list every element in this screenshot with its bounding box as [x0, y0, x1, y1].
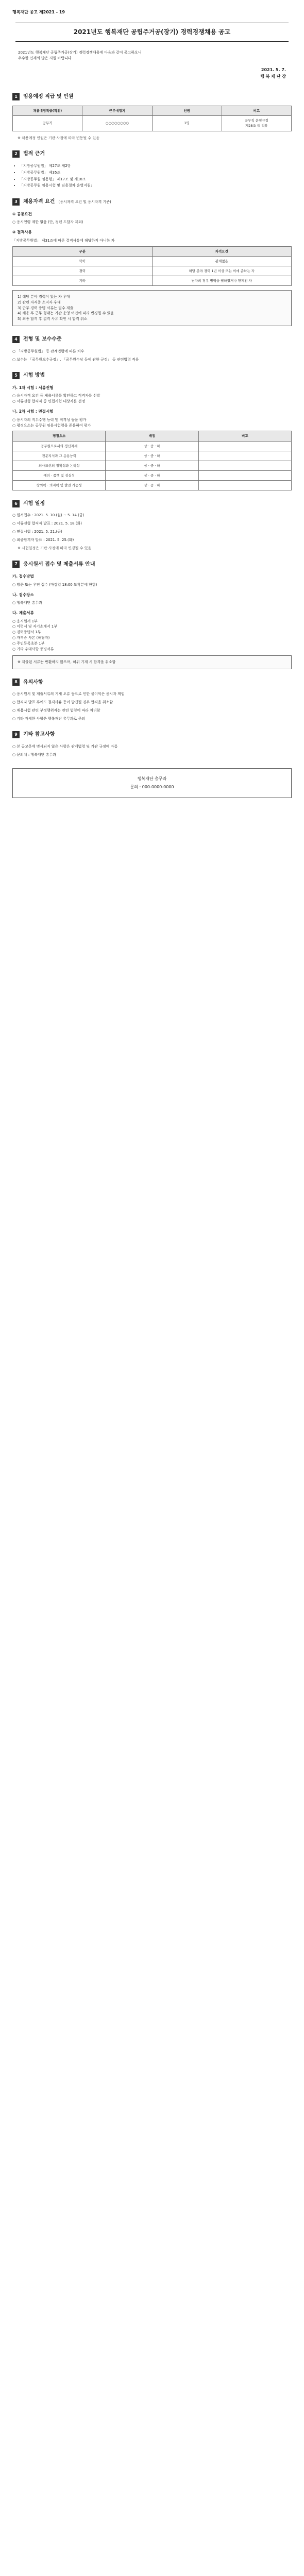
section-number: 1 [12, 93, 20, 100]
paragraph: ○ 합격자 발표 후에도 결격사유 등이 발견될 경우 합격을 취소함 [12, 700, 113, 704]
section-title: 임용예정 직급 및 인원 [23, 93, 74, 99]
footer-phone: 문의 : 000-0000-0000 [130, 785, 174, 789]
section-title: 채용자격 요건 [23, 199, 55, 205]
table-header: 근무예정지 [82, 106, 152, 116]
signature-text: 행 복 재 단 장 [260, 74, 286, 79]
paragraph: ○ 응시자의 직무수행 능력 및 적격성 등을 평가 ○ 평정요소는 공무원 임용시험령을 준용하여 평가 [12, 417, 91, 428]
table-row [13, 441, 292, 451]
legal-basis-list [12, 163, 292, 189]
paragraph: 「지방공무원법」 제31조에 따른 결격사유에 해당하지 아니한 자 [12, 238, 115, 243]
section-heading [12, 198, 292, 206]
table-cell [198, 480, 291, 490]
schedule-item: ○ 면접시험 : 2021. 5. 21.(금) [12, 530, 62, 534]
section-title: 응시원서 접수 및 제출서류 안내 [23, 561, 95, 567]
section-number: 2 [12, 150, 20, 158]
qualification-table [12, 246, 292, 286]
table-row [13, 266, 292, 276]
table-cell: 창의력 · 의지력 및 발전 가능성 [13, 480, 106, 490]
table-cell: 상 · 중 · 하 [106, 480, 198, 490]
date-signature-block [18, 66, 286, 80]
paragraph: ○ 기타 자세한 사항은 행복재단 총무과로 문의 [12, 716, 86, 721]
table-header: 채용예정직급(직위) [13, 106, 82, 116]
section-note: ※ 채용예정 인원은 기관 사정에 따라 변동될 수 있음 [18, 135, 99, 140]
section-number: 8 [12, 679, 20, 686]
table-row [13, 276, 292, 285]
section-3 [12, 198, 292, 326]
paragraph: ○ 「지방공무원법」 등 관계법령에 따른 처우 [12, 349, 85, 353]
table-cell: 공무원으로서의 정신자세 [13, 441, 106, 451]
footer-contact-box [12, 768, 292, 799]
section-title: 시험 일정 [23, 500, 45, 506]
subheading: ① 공통요건 [12, 211, 32, 216]
section-9 [12, 731, 292, 757]
paragraph: ○ 본 공고문에 명시되지 않은 사항은 관계법령 및 기관 규정에 따름 [12, 744, 118, 749]
table-cell: 상 · 중 · 하 [106, 451, 198, 461]
date-text: 2021. 5. 7. [261, 67, 286, 72]
table-cell: 남자의 경우 병역을 필하였거나 면제된 자 [152, 276, 292, 285]
table-cell [198, 470, 291, 480]
table-cell: 전문지식과 그 응용능력 [13, 451, 106, 461]
qualification-notes-box [12, 290, 292, 326]
table-cell: ○○○○○○○○ [82, 116, 152, 131]
section-heading [12, 561, 292, 569]
table-cell [198, 461, 291, 470]
table-cell: 1명 [152, 116, 222, 131]
interview-scoring-table [12, 431, 292, 490]
section-1 [12, 93, 292, 141]
table-row [13, 451, 292, 461]
section-number: 6 [12, 500, 20, 507]
table-header: 배점 [106, 431, 198, 441]
schedule-item: ○ 서류전형 합격자 발표 : 2021. 5. 18.(화) [12, 521, 82, 526]
section-heading [12, 371, 292, 380]
table-cell: 상 · 중 · 하 [106, 441, 198, 451]
table-header: 비고 [222, 106, 291, 116]
list-item: • 「지방공무원법」 제27조 제2항 [20, 163, 292, 169]
section-heading [12, 679, 292, 687]
subheading: 가. 1차 시험 : 서류전형 [12, 385, 54, 390]
table-cell: 의사표현의 정확성과 논리성 [13, 461, 106, 470]
section-number: 9 [12, 731, 20, 738]
table-header: 구분 [13, 246, 153, 256]
subheading: 나. 접수장소 [12, 592, 34, 597]
table-cell: 경력 [13, 266, 153, 276]
section-number: 7 [12, 561, 20, 568]
list-item: • 「지방공무원 임용령」 제17조 및 제18조 [20, 177, 292, 182]
table-header: 자격요건 [152, 246, 292, 256]
application-note-box: ※ 제출된 서류는 반환하지 않으며, 허위 기재 시 합격을 취소함 [12, 655, 292, 669]
table-row [13, 480, 292, 490]
table-row [13, 256, 292, 266]
section-heading [12, 150, 292, 158]
table-cell: 공무직 운영규정 제28조 등 적용 [222, 116, 291, 131]
section-heading [12, 731, 292, 739]
section-note: ※ 시험일정은 기관 사정에 따라 변경될 수 있음 [18, 546, 92, 550]
table-cell: 기타 [13, 276, 153, 285]
table-cell: 공무직 [13, 116, 82, 131]
subheading: 가. 접수방법 [12, 574, 34, 579]
section-title: 기타 참고사항 [23, 732, 55, 738]
paragraph: ○ 응시연령 제한 없음 (단, 정년 도달자 제외) [12, 220, 83, 225]
section-heading [12, 335, 292, 344]
section-title: 법적 근거 [23, 151, 45, 157]
section-number: 5 [12, 372, 20, 379]
section-5 [12, 371, 292, 490]
section-heading [12, 500, 292, 508]
paragraph: ○ 행복재단 총무과 [12, 601, 42, 605]
section-subtitle: (응시자격 요건 및 응시자격 기준) [58, 199, 111, 204]
section-number: 3 [12, 198, 20, 206]
table-row [13, 461, 292, 470]
subheading: 다. 제출서류 [12, 611, 34, 616]
document-title: 2021년도 행복재단 공립주거공(장기) 경력경쟁채용 공고 [15, 23, 289, 42]
section-title: 유의사항 [23, 679, 43, 685]
list-item: • 「지방공무원 임용시험 및 임용절차 운영지침」 [20, 183, 292, 189]
qualification-note: 5) 최종 합격 후 결격 사유 확인 시 합격 취소 [18, 317, 88, 321]
paragraph: ○ 문의처 : 행복재단 총무과 [12, 752, 56, 757]
notice-number: 행복재단 공고 제2021 - 19 [12, 10, 65, 14]
paragraph: ○ 응시원서 및 제출서류의 기재 오류 등으로 인한 불이익은 응시자 책임 [12, 692, 125, 697]
table-row [13, 116, 292, 131]
section-heading [12, 93, 292, 101]
subheading: ② 결격사유 [12, 230, 32, 235]
position-table [12, 106, 292, 131]
section-7 [12, 561, 292, 669]
paragraph: ○ 채용시험 관련 부정행위자는 관련 법령에 따라 처리함 [12, 708, 100, 713]
section-title: 전형 및 보수수준 [23, 336, 62, 343]
section-6 [12, 500, 292, 551]
table-row [13, 470, 292, 480]
table-cell: 관계없음 [152, 256, 292, 266]
table-cell [198, 441, 291, 451]
paragraph: ○ 보수는 「공무원보수규정」, 「공무원수당 등에 관한 규정」 등 관련법령 적용 [12, 357, 139, 362]
schedule-item: ○ 최종합격자 발표 : 2021. 5. 25.(화) [12, 537, 74, 542]
table-cell: 학력 [13, 256, 153, 266]
qualification-note: 2) 관련 자격증 소지자 우대 [18, 300, 61, 304]
schedule-item: ○ 원서접수 : 2021. 5. 10.(월) ~ 5. 14.(금) [12, 513, 85, 518]
table-header: 인원 [152, 106, 222, 116]
table-cell: 상 · 중 · 하 [106, 470, 198, 480]
intro-text: 2021년도 행복재단 공립주거공(장기) 경력경쟁채용에 다음과 같이 공고하오니 우수한 인재의 많은 지원 바랍니다. [18, 50, 142, 60]
qualification-note: 1) 해당 분야 경력이 있는 자 우대 [18, 294, 70, 299]
section-2 [12, 150, 292, 189]
footer-org: 행복재단 총무과 [137, 776, 167, 781]
table-cell: 예의 · 품행 및 성실성 [13, 470, 106, 480]
table-cell: 상 · 중 · 하 [106, 461, 198, 470]
table-header: 평정요소 [13, 431, 106, 441]
qualification-note: 4) 채용 후 근무 형태는 기관 운영 여건에 따라 변경될 수 있음 [18, 311, 114, 316]
section-number: 4 [12, 336, 20, 343]
table-cell [198, 451, 291, 461]
table-header: 비고 [198, 431, 291, 441]
section-title: 시험 방법 [23, 372, 45, 379]
subheading: 나. 2차 시험 : 면접시험 [12, 409, 54, 414]
qualification-note: 3) 근무 경력 증명 서류는 필수 제출 [18, 306, 74, 310]
table-cell: 해당 분야 경력 1년 이상 또는 이에 준하는 자 [152, 266, 292, 276]
paragraph: ○ 응시원서 1부 ○ 이력서 및 자기소개서 1부 ○ 경력증명서 1부 ○ 자격증 사본 (해당자) ○ 주민등록초본 1부 ○ 기타 우대사항 증빙서류 [12, 619, 58, 651]
section-8 [12, 679, 292, 722]
paragraph: ○ 방문 또는 우편 접수 (마감일 18:00 도착분에 한함) [12, 582, 97, 587]
section-4 [12, 335, 292, 362]
paragraph: ○ 응시자격 요건 등 제출서류를 확인하고 적격자를 선발 ○ 서류전형 합격자 중 면접시험 대상자를 선정 [12, 394, 100, 404]
list-item: • 「지방공무원법」 제35조 [20, 170, 292, 176]
